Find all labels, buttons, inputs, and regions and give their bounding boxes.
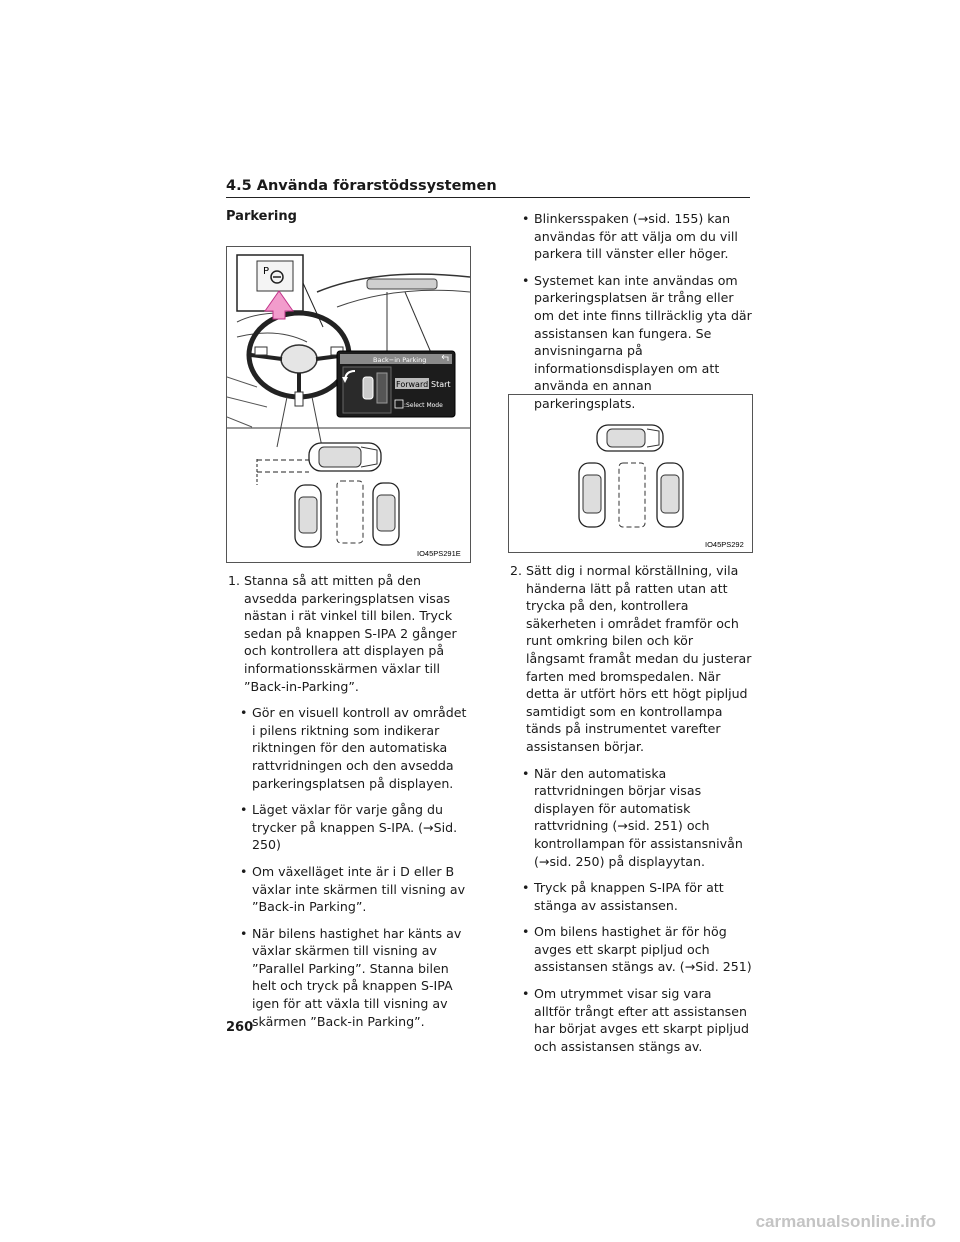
right-bullet-6: • Om utrymmet visar sig vara alltför trångt efter att assistansen har börjat avges ett skarpt pipljud och assistansen stängs av. [522, 985, 752, 1055]
page-number: 260 [226, 1020, 254, 1035]
step-1 [228, 572, 473, 695]
forward-label: Forward [396, 380, 429, 389]
right-bullet-4: • Tryck på knappen S-IPA för att stänga av assistansen. [522, 879, 752, 914]
car-parked-right [657, 463, 683, 527]
step-2-text: Sätt dig i normal körställning, vila händerna lätt på ratten utan att trycka på den, kontrollera säkerheten i området framför och runt omkring bilen och kör långsamt framåt medan du justerar farten med bromspedalen. När detta är utfört hörs ett högt pipljud samtidigt som en kontrollampa tänds på instrumentet varefter assistansen börjar. [526, 563, 752, 754]
figure-2-label: IO45PS292 [705, 540, 744, 549]
step-2 [510, 562, 752, 756]
figure-1-label: IO45PS291E [417, 549, 461, 558]
section-header: 4.5 Använda förarstödssystemen [226, 178, 750, 198]
car-parked-right [373, 483, 399, 545]
left-bullet-3: • Om växelläget inte är i D eller B växlar inte skärmen till visning av ”Back-in Parking”. [240, 863, 473, 916]
step-2-number: 2. [510, 563, 523, 578]
figure-dashboard-parking [226, 246, 471, 563]
car-moving [597, 425, 663, 451]
screen-title: Back−in Parking [373, 356, 427, 364]
car-parked-left [295, 485, 321, 547]
right-bullet-3: • När den automatiska rattvridningen börjar visas displayen för automatisk rattvridning (→sid. 251) och kontrollampan för assistansnivån (→sid. 250) på displayytan. [522, 765, 752, 871]
parking-p-icon: P [263, 266, 270, 277]
step-1-number: 1. [228, 573, 241, 588]
right-bullet-2: • Systemet kan inte användas om parkeringsplatsen är trång eller om det inte finns tillräcklig yta där assistansen kan fungera. Se anvisningarna på informationsdisplayen om att använda en annan parkeringsplats. [522, 272, 752, 413]
left-column [228, 572, 473, 1039]
right-column-bottom [510, 562, 752, 1064]
right-bullet-5: • Om bilens hastighet är för hög avges ett skarpt pipljud och assistansen stängs av. (→Sid. 251) [522, 923, 752, 976]
right-column-top [510, 210, 752, 422]
car-parked-left [579, 463, 605, 527]
left-bullet-1: • Gör en visuell kontroll av området i pilens riktning som indikerar riktningen för den automatiska rattvridningen och den avsedda parkeringsplatsen på displayen. [240, 704, 473, 792]
step-1-text: Stanna så att mitten på den avsedda parkeringsplatsen visas nästan i rät vinkel till bilen. Tryck sedan på knappen S-IPA 2 gånger och kontrollera att displayen på informationsskärmen växlar till ”Back-in-Parking”. [244, 573, 457, 694]
start-label: Start [431, 380, 451, 389]
left-bullet-4: • När bilens hastighet har känts av växlar skärmen till visning av ”Parallel Parking”. Stanna bilen helt och tryck på knappen S-IPA igen för att växla till visning av skärmen ”Back-in Parking”. [240, 925, 473, 1031]
car-moving [309, 443, 381, 471]
right-bullet-1: • Blinkersspaken (→sid. 155) kan användas för att välja om du vill parkera till vänster eller höger. [522, 210, 752, 263]
section-heading: Parkering [226, 209, 297, 224]
left-bullet-2: • Läget växlar för varje gång du trycker på knappen S-IPA. (→Sid. 250) [240, 801, 473, 854]
watermark: carmanualsonline.info [755, 1212, 936, 1231]
select-mode-label: :Select Mode [404, 402, 443, 409]
